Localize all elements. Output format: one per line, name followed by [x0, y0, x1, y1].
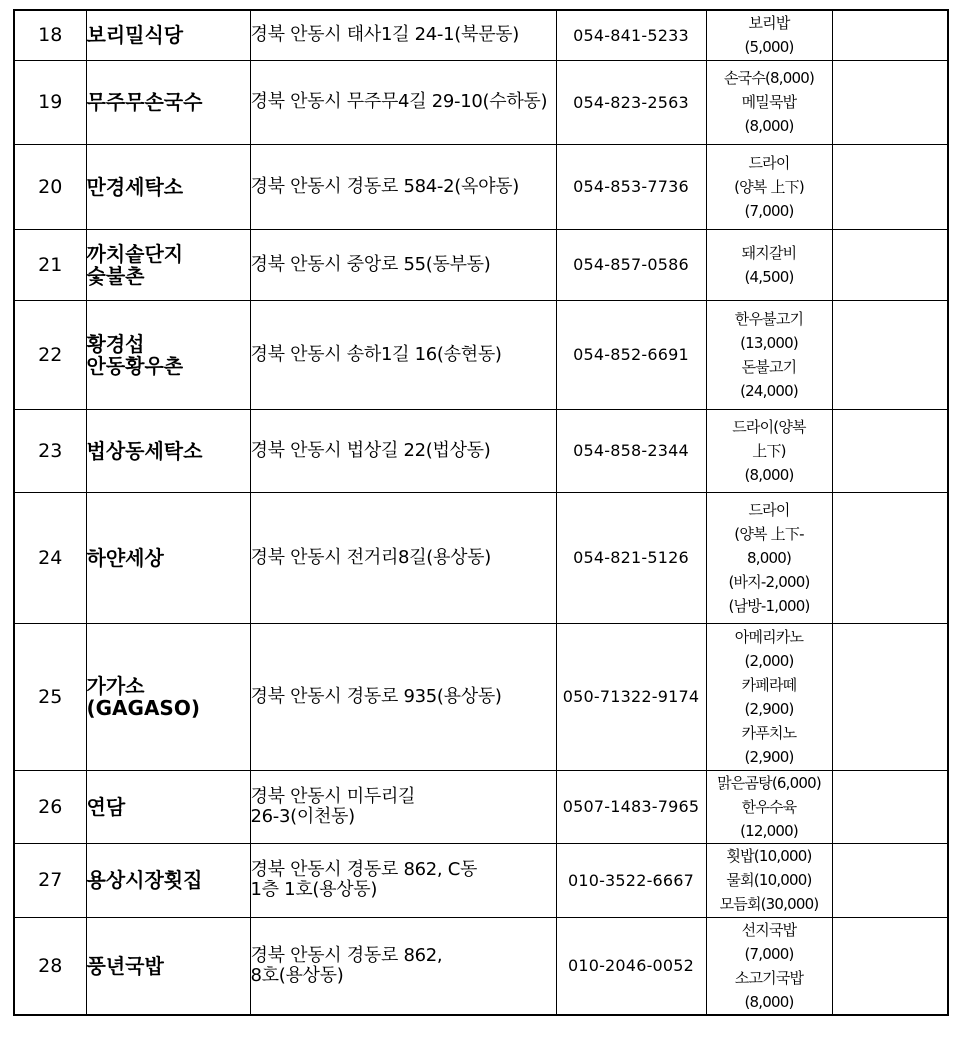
shop-list-table: [13, 9, 949, 1016]
menu-item-line: 드라이(양복: [732, 417, 806, 436]
shop-phone: 054-841-5233: [556, 10, 706, 60]
row-number: 22: [14, 300, 86, 409]
shop-phone: 054-823-2563: [556, 60, 706, 144]
shop-address: [250, 492, 556, 623]
shop-address-line: 경북 안동시 경동로 935(용상동): [250, 685, 502, 707]
shop-list-body: [14, 10, 948, 1015]
table-row: [14, 843, 948, 917]
menu-item-line: 8,000): [747, 548, 791, 567]
shop-note: [832, 843, 948, 917]
menu-item-line: (8,000): [744, 465, 794, 484]
row-number: 27: [14, 843, 86, 917]
shop-address-line: 경북 안동시 태사1길 24-1(북문동): [250, 24, 519, 46]
menu-item-line: (8,000): [744, 992, 794, 1011]
menu-item-line: (4,500): [744, 267, 794, 286]
menu-item-line: (7,000): [744, 201, 794, 220]
shop-name: [86, 60, 250, 144]
shop-phone: 054-858-2344: [556, 409, 706, 492]
menu-item-line: 물회(10,000): [726, 871, 812, 889]
shop-address: [250, 10, 556, 60]
shop-note: [832, 917, 948, 1015]
shop-note: [832, 623, 948, 770]
shop-address-line: 경북 안동시 미두리길: [250, 785, 416, 807]
shop-address-line: 경북 안동시 경동로 862, C동: [250, 859, 478, 880]
shop-name-line: 용상시장횟집: [86, 868, 203, 892]
menu-item-line: 한우불고기: [734, 309, 804, 328]
row-number: 18: [14, 10, 86, 60]
menu-item-line: 카푸치노: [741, 723, 797, 742]
table-row: [14, 10, 948, 60]
shop-note: [832, 10, 948, 60]
shop-name-line: 연담: [86, 794, 126, 819]
menu-item-line: 돈불고기: [741, 357, 797, 376]
menu-item-line: (바지-2,000): [728, 572, 810, 591]
menu-item-line: (남방-1,000): [728, 596, 810, 615]
shop-name-line: 안동황우촌: [86, 353, 184, 378]
menu-item-line: 보리밥: [748, 14, 790, 33]
menu-item-line: (2,900): [744, 699, 794, 718]
menu-item-line: 횟밥(10,000): [726, 847, 812, 865]
menu-item-line: 돼지갈비: [741, 243, 797, 262]
shop-name-line: (GAGASO): [86, 695, 200, 720]
shop-phone: 010-3522-6667: [556, 843, 706, 917]
shop-note: [832, 60, 948, 144]
shop-address: [250, 144, 556, 229]
shop-name-line: 가가소: [86, 673, 145, 698]
shop-note: [832, 409, 948, 492]
table-row: [14, 144, 948, 229]
shop-address-line: 경북 안동시 중앙로 55(동부동): [250, 253, 491, 275]
shop-menu-price: [706, 60, 832, 144]
menu-item-line: 카페라떼: [741, 675, 797, 694]
shop-menu-price: [706, 409, 832, 492]
shop-name: [86, 10, 250, 60]
menu-item-line: 아메리카노: [734, 627, 804, 646]
menu-item-line: (양복 上下-: [734, 524, 804, 543]
shop-address-line: 1층 1호(용상동): [250, 879, 378, 900]
menu-item-line: (13,000): [740, 333, 798, 352]
shop-menu-price: [706, 229, 832, 300]
shop-phone: 054-853-7736: [556, 144, 706, 229]
shop-name: [86, 229, 250, 300]
menu-item-line: (5,000): [744, 38, 794, 57]
shop-name: [86, 770, 250, 843]
shop-address: [250, 623, 556, 770]
row-number: 19: [14, 60, 86, 144]
shop-menu-price: [706, 300, 832, 409]
menu-item-line: 맑은곰탕(6,000): [717, 773, 821, 792]
menu-item-line: (양복 上下): [734, 177, 804, 196]
shop-name-line: 법상동세탁소: [86, 438, 203, 463]
shop-phone: 010-2046-0052: [556, 917, 706, 1015]
shop-phone: 050-71322-9174: [556, 623, 706, 770]
row-number: 20: [14, 144, 86, 229]
shop-note: [832, 770, 948, 843]
shop-address-line: 8호(용상동): [250, 964, 344, 986]
shop-name-line: 보리밀식당: [86, 23, 184, 48]
table-row: [14, 492, 948, 623]
shop-note: [832, 492, 948, 623]
shop-name: [86, 623, 250, 770]
shop-name: [86, 492, 250, 623]
row-number: 26: [14, 770, 86, 843]
table-row: [14, 917, 948, 1015]
shop-name: [86, 409, 250, 492]
shop-name: [86, 300, 250, 409]
shop-address: [250, 843, 556, 917]
shop-address: [250, 917, 556, 1015]
shop-note: [832, 300, 948, 409]
shop-address-line: 경북 안동시 경동로 862,: [250, 944, 443, 966]
menu-item-line: (8,000): [744, 117, 794, 135]
shop-address: [250, 770, 556, 843]
table-row: [14, 300, 948, 409]
table-row: [14, 409, 948, 492]
menu-item-line: 한우수육: [741, 797, 797, 816]
menu-item-line: 선지국밥: [741, 920, 797, 939]
table-row: [14, 770, 948, 843]
menu-item-line: 메밀묵밥: [741, 93, 797, 111]
menu-item-line: 드라이: [748, 153, 790, 172]
menu-item-line: (2,000): [744, 651, 794, 670]
shop-address: [250, 409, 556, 492]
shop-name-line: 까치솥단지: [86, 241, 184, 266]
row-number: 28: [14, 917, 86, 1015]
shop-note: [832, 144, 948, 229]
shop-name-line: 하얀세상: [86, 545, 164, 570]
shop-address-line: 경북 안동시 법상길 22(법상동): [250, 439, 491, 461]
menu-item-line: 소고기국밥: [734, 968, 804, 987]
shop-menu-price: [706, 492, 832, 623]
shop-phone: 054-852-6691: [556, 300, 706, 409]
menu-item-line: 모듬회(30,000): [719, 895, 819, 913]
shop-name: [86, 917, 250, 1015]
shop-address-line: 26-3(이천동): [250, 805, 355, 827]
menu-item-line: 드라이: [748, 500, 790, 519]
shop-address-line: 경북 안동시 무주무4길 29-10(수하동): [250, 91, 548, 112]
shop-menu-price: [706, 623, 832, 770]
menu-item-line: (24,000): [740, 381, 798, 400]
shop-menu-price: [706, 770, 832, 843]
shop-note: [832, 229, 948, 300]
shop-address: [250, 300, 556, 409]
row-number: 23: [14, 409, 86, 492]
shop-name-line: 만경세탁소: [86, 174, 184, 199]
shop-name: [86, 144, 250, 229]
shop-name-line: 숯불촌: [86, 263, 145, 288]
shop-address-line: 경북 안동시 전거리8길(용상동): [250, 546, 491, 568]
menu-item-line: (12,000): [740, 821, 798, 840]
shop-name: [86, 843, 250, 917]
shop-address: [250, 60, 556, 144]
shop-menu-price: [706, 917, 832, 1015]
shop-address-line: 경북 안동시 경동로 584-2(옥야동): [250, 175, 519, 197]
shop-name-line: 황경섭: [86, 331, 145, 356]
shop-menu-price: [706, 843, 832, 917]
menu-item-line: (7,000): [744, 944, 794, 963]
table-row: [14, 60, 948, 144]
shop-menu-price: [706, 144, 832, 229]
table-row: [14, 623, 948, 770]
row-number: 25: [14, 623, 86, 770]
menu-item-line: (2,900): [744, 747, 794, 766]
menu-item-line: 손국수(8,000): [723, 69, 815, 87]
shop-phone: 054-821-5126: [556, 492, 706, 623]
menu-item-line: 上下): [752, 441, 786, 460]
shop-phone: 0507-1483-7965: [556, 770, 706, 843]
shop-address-line: 경북 안동시 송하1길 16(송현동): [250, 343, 502, 365]
shop-name-line: 풍년국밥: [86, 953, 164, 978]
shop-address: [250, 229, 556, 300]
shop-phone: 054-857-0586: [556, 229, 706, 300]
row-number: 21: [14, 229, 86, 300]
row-number: 24: [14, 492, 86, 623]
shop-menu-price: [706, 10, 832, 60]
shop-name-line: 무주무손국수: [86, 90, 203, 114]
table-row: [14, 229, 948, 300]
